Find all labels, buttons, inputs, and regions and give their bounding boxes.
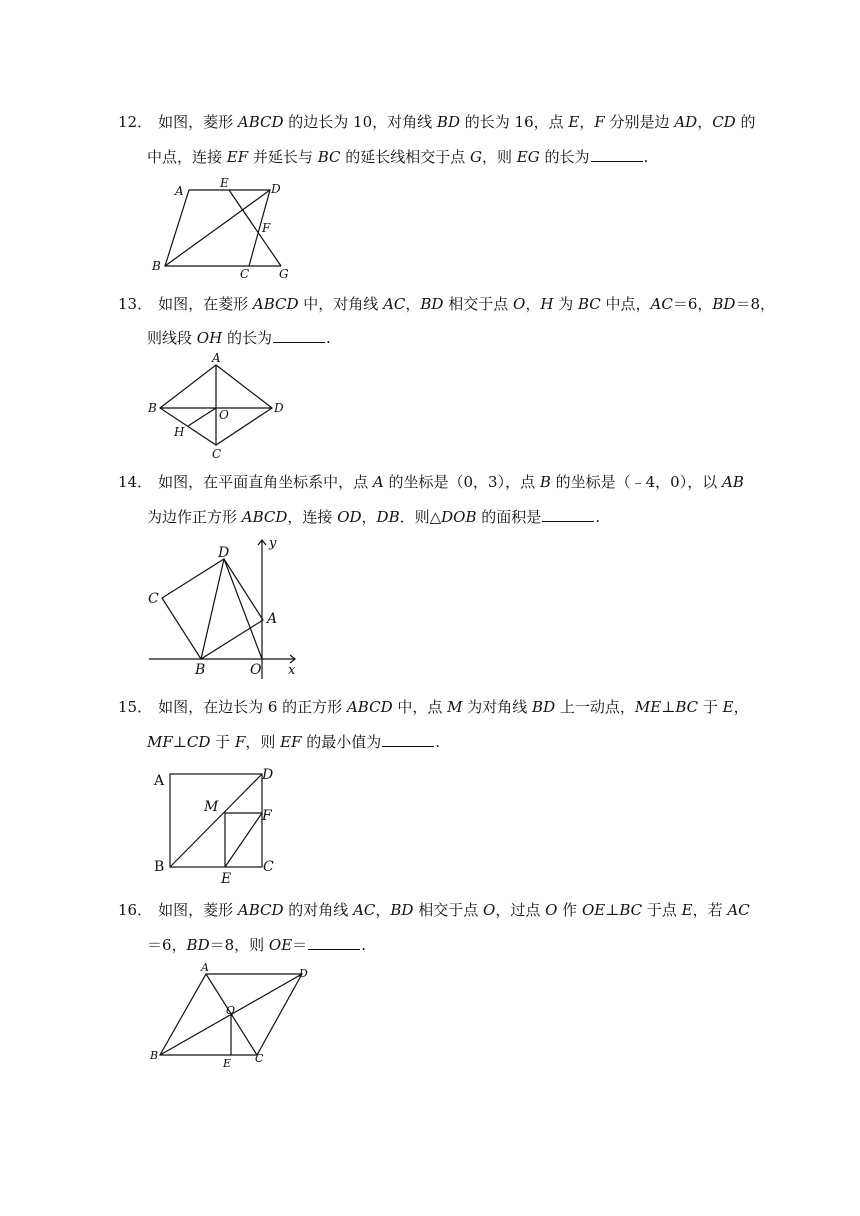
q14-line2: 为边作正方形 ABCD，连接 OD，DB．则△DOB 的面积是 . xyxy=(147,505,787,528)
label-e: E xyxy=(220,176,229,190)
label-o: O xyxy=(226,1004,236,1017)
answer-blank[interactable] xyxy=(308,933,360,950)
q14-line1: 14． 如图，在平面直角坐标系中，点 A 的坐标是（0，3），点 B 的坐标是（﹣4，0），以 AB xyxy=(118,473,744,491)
label-a: A xyxy=(201,961,209,974)
segment-oh xyxy=(188,408,216,426)
q13-line2: 则线段 OH 的长为 . xyxy=(147,326,787,349)
label-f: F xyxy=(262,808,272,824)
label-f: F xyxy=(262,221,271,235)
q13-line1: 13． 如图，在菱形 ABCD 中，对角线 AC，BD 相交于点 O，H 为 BC 中点，AC＝6，BD＝8， xyxy=(118,295,775,313)
q12-line2: 中点，连接 EF 并延长与 BC 的延长线相交于点 G，则 EG 的长为 . xyxy=(147,145,787,168)
label-e: E xyxy=(221,871,232,887)
label-c: C xyxy=(255,1052,264,1065)
q14-figure xyxy=(145,535,305,680)
q16-number: 16． xyxy=(118,901,153,919)
diagonal-bd xyxy=(165,190,270,266)
segment-db xyxy=(201,559,224,659)
label-e: E xyxy=(223,1057,232,1070)
q13-number: 13． xyxy=(118,295,153,313)
segment-ef xyxy=(225,813,262,867)
label-h: H xyxy=(174,425,185,439)
label-x: x xyxy=(288,663,296,678)
label-a: A xyxy=(267,611,278,627)
q12-number: 12． xyxy=(118,113,153,131)
label-d: D xyxy=(299,967,308,980)
q13-figure xyxy=(145,351,295,461)
q15-number: 15． xyxy=(118,698,153,716)
q15-line1: 15． 如图，在边长为 6 的正方形 ABCD 中，点 M 为对角线 BD 上一动点，ME⊥BC 于 E， xyxy=(118,698,749,716)
label-a: A xyxy=(154,773,165,789)
label-b: B xyxy=(195,662,206,678)
diagonal-bd xyxy=(170,774,262,867)
label-d: D xyxy=(271,182,281,196)
answer-blank[interactable] xyxy=(382,730,434,747)
label-b: B xyxy=(148,401,157,415)
answer-blank[interactable] xyxy=(273,326,325,343)
q14-number: 14． xyxy=(118,473,153,491)
label-o: O xyxy=(219,408,229,422)
q16-figure xyxy=(145,962,315,1072)
label-c: C xyxy=(212,447,222,461)
label-d: D xyxy=(262,767,274,783)
label-c: C xyxy=(148,591,159,607)
label-d: D xyxy=(274,401,284,415)
label-b: B xyxy=(152,259,161,273)
label-b: B xyxy=(154,859,165,875)
label-y: y xyxy=(269,536,277,551)
label-o: O xyxy=(250,662,262,678)
answer-blank[interactable] xyxy=(591,145,643,162)
q16-line2: ＝6，BD＝8，则 OE＝ . xyxy=(147,933,787,956)
label-c: C xyxy=(240,267,250,281)
label-a: A xyxy=(175,184,184,198)
label-b: B xyxy=(150,1049,159,1062)
q12-figure xyxy=(145,175,305,280)
answer-blank[interactable] xyxy=(542,505,594,522)
q12-line1: 12． 如图，菱形 ABCD 的边长为 10，对角线 BD 的长为 16，点 E，F 分别是边 AD，CD 的 xyxy=(118,113,756,131)
q16-line1: 16． 如图，菱形 ABCD 的对角线 AC，BD 相交于点 O，过点 O 作 OE⊥BC 于点 E，若 AC xyxy=(118,901,750,919)
label-g: G xyxy=(279,267,289,281)
label-d: D xyxy=(218,545,230,561)
label-c: C xyxy=(263,859,274,875)
label-a: A xyxy=(212,351,221,365)
q15-line2: MF⊥CD 于 F，则 EF 的最小值为 . xyxy=(147,730,787,753)
label-m: M xyxy=(204,799,219,815)
q15-figure xyxy=(145,762,285,887)
